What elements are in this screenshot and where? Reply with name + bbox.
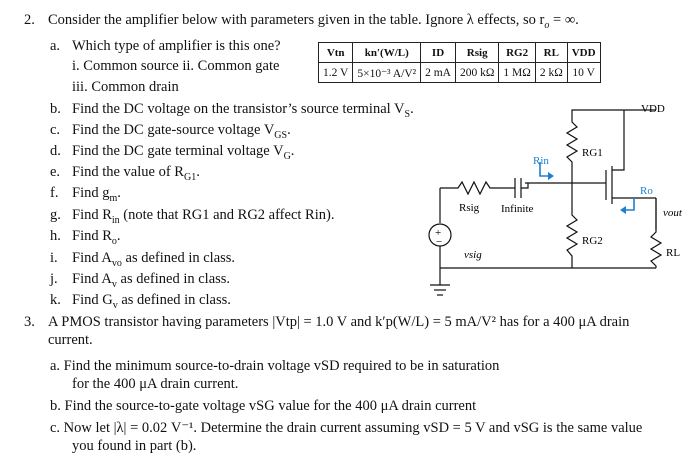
cap-lead-right (521, 183, 528, 188)
q2-part-label: g. (50, 207, 61, 223)
q2a-text: Which type of amplifier is this one? (72, 38, 281, 54)
q2-part-label: d. (50, 143, 61, 159)
q2-part-end: . (290, 143, 295, 159)
ro-arrow (626, 198, 634, 210)
table-header-cell: RL (535, 43, 567, 63)
q2-part-main: Find A (72, 250, 112, 266)
q2-part-subscript: GS (274, 129, 288, 141)
q2-part-label: k. (50, 292, 61, 308)
q2-part-subscript: vo (111, 257, 122, 269)
q3b: b. Find the source-to-gate voltage vSG value for the 400 μA drain current (50, 398, 477, 414)
table-value-cell: 10 V (567, 63, 600, 83)
rg1-label: RG1 (582, 147, 603, 159)
table-header-cell: ID (421, 43, 456, 63)
table-header-cell: Rsig (455, 43, 498, 63)
rin-label: Rin (533, 155, 549, 167)
table-value-cell: 2 mA (421, 63, 456, 83)
q2-intro-text: Consider the amplifier below with parameters given in the table. Ignore λ effects, so r (48, 12, 545, 28)
drain-lead (612, 110, 624, 170)
ro-arrowhead (620, 206, 626, 214)
q2-part-end: . (410, 101, 414, 117)
q2-part-end: . (117, 185, 121, 201)
vdd-label: VDD (641, 103, 665, 115)
q2-part-subscript: in (111, 214, 120, 226)
q2-intro-end: = ∞. (549, 12, 579, 28)
table-value-cell: 1 MΩ (499, 63, 535, 83)
q2-part-label: e. (50, 164, 61, 180)
q2-part-main: Find R (72, 228, 112, 244)
table-header-cell: VDD (567, 43, 600, 63)
q2-part-subscript: m (109, 192, 118, 204)
q3a-line1: a. Find the minimum source-to-drain voltage vSD required to be in saturation (50, 358, 500, 374)
ro-label: Ro (640, 185, 653, 197)
q2-part-label: c. (50, 122, 61, 138)
q2-part-main: Find the DC voltage on the transistor’s source terminal V (72, 101, 405, 117)
table-value-cell: 5×10⁻³ A/V² (353, 63, 421, 83)
q3-text-line2: current. (48, 332, 93, 348)
rg1-resistor (567, 118, 577, 183)
q2-part-end: . (287, 122, 291, 138)
source-plus: + (435, 227, 442, 239)
q2-part-main: Find R (72, 207, 112, 223)
table-header-cell: kn′(W/L) (353, 43, 421, 63)
q3-number: 3. (24, 314, 35, 330)
q2-part-subscript: S (404, 108, 411, 120)
q2-part-end: as defined in class. (121, 250, 236, 266)
rg2-label: RG2 (582, 235, 603, 247)
q2-part-label: h. (50, 228, 61, 244)
q2-part-subscript: o (111, 235, 117, 247)
table-value-cell: 200 kΩ (455, 63, 498, 83)
q2-part-end: (note that RG1 and RG2 affect Rin). (119, 207, 335, 223)
q2-part-main: Find the DC gate-source voltage V (72, 122, 275, 138)
rsig-label: Rsig (459, 202, 480, 214)
table-value-cell: 1.2 V (319, 63, 353, 83)
q2-part-label: j. (50, 271, 58, 287)
q2-part-end: as defined in class. (116, 271, 231, 287)
q3c-line2: you found in part (b). (72, 438, 197, 454)
q2-part-main: Find g (72, 185, 110, 201)
q2-intro-sub: o (544, 19, 550, 31)
q2-part-end: as defined in class. (117, 292, 231, 308)
q2-part-main: Find the DC gate terminal voltage V (72, 143, 284, 159)
q2-part-subscript: G1 (183, 171, 197, 183)
q2-part-subscript: G (283, 150, 291, 162)
table-header-cell: RG2 (499, 43, 535, 63)
q2-number: 2. (24, 12, 35, 28)
vout-label: vout (663, 207, 682, 219)
table-value-cell: 2 kΩ (535, 63, 567, 83)
q2a-label: a. (50, 38, 61, 54)
q2-part-main: Find the value of R (72, 164, 184, 180)
q2-part-main: Find A (72, 271, 112, 287)
rg2-resistor (567, 183, 577, 268)
q3a-line2: for the 400 μA drain current. (72, 376, 239, 392)
q2-part-label: b. (50, 101, 61, 117)
q2-part-label: i. (50, 250, 58, 266)
q2-part-end: . (196, 164, 200, 180)
vsig-label: vsig (464, 249, 482, 261)
cap-label: Infinite (501, 203, 534, 215)
table-header-cell: Vtn (319, 43, 353, 63)
rin-arrowhead (548, 172, 554, 180)
q2-part-main: Find G (72, 292, 113, 308)
rl-label: RL (666, 247, 681, 259)
q2-part-subscript: v (112, 299, 118, 311)
rsig-resistor (440, 182, 512, 194)
q2a-options-2: iii. Common drain (72, 79, 179, 95)
source-minus: − (436, 236, 443, 248)
q2a-options-1: i. Common source ii. Common gate (72, 58, 280, 74)
q3c-line1: c. Now let |λ| = 0.02 V⁻¹. Determine the drain current assuming vSD = 5 V and vSG is the same value (50, 420, 643, 436)
q2-part-label: f. (50, 185, 59, 201)
q3-text-line1: A PMOS transistor having parameters |Vtp| = 1.0 V and k′p(W/L) = 5 mA/V² has for a 400 μA drain (48, 314, 630, 330)
q2-part-end: . (116, 228, 121, 244)
q2-part-subscript: v (111, 278, 117, 290)
